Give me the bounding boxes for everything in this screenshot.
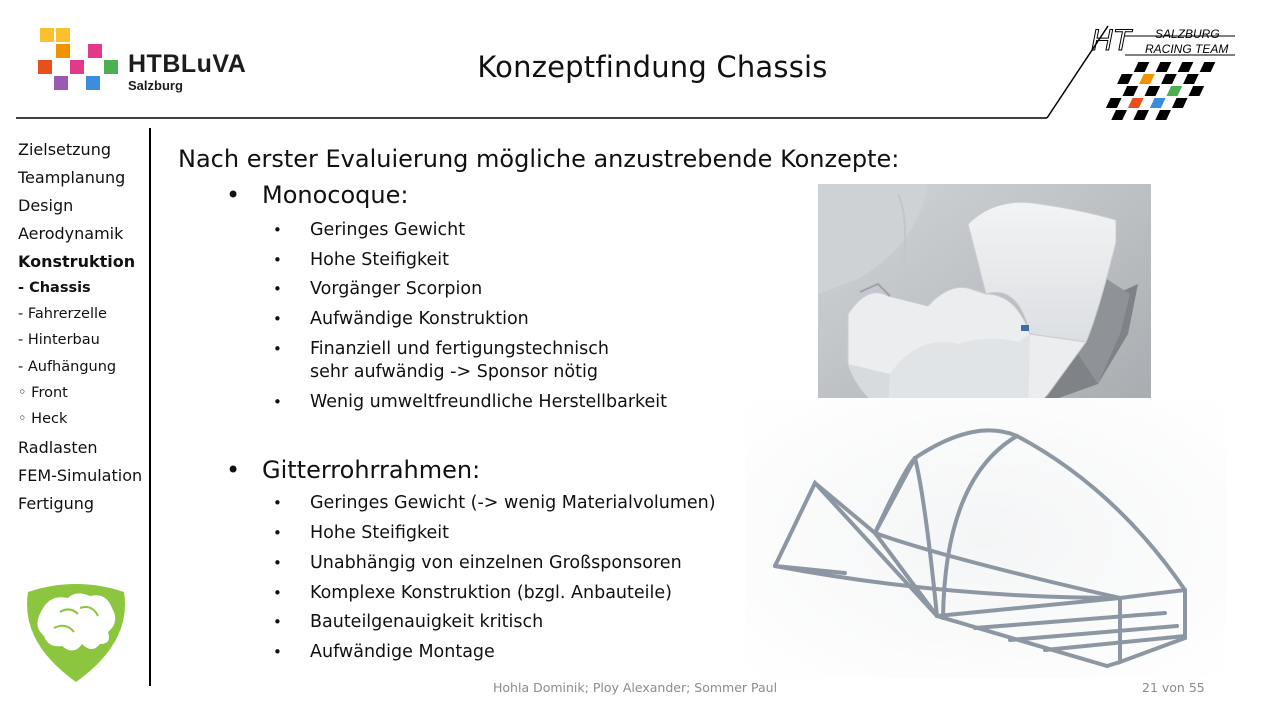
list-item-text: Unabhängig von einzelnen Großsponsoren [310,553,682,573]
sidebar-item-fem-simulation[interactable]: FEM-Simulation [18,466,143,485]
list-item-text: sehr aufwändig -> Sponsor nötig [310,362,598,382]
bullet: • [273,524,282,542]
checkered-flag-icon [1100,62,1215,120]
sidebar-item-aufhaengung[interactable]: - Aufhängung [18,359,117,375]
list-item-text: Aufwändige Konstruktion [310,309,529,329]
page-number: 21 von 55 [1142,680,1205,695]
team-logo-mark: HT [1091,24,1131,57]
bullet: • [226,456,241,484]
list-item-text: Hohe Steifigkeit [310,523,450,543]
bullet: • [273,251,282,269]
bullet: • [273,643,282,661]
htbluva-logo-mark [38,28,118,92]
bullet: • [273,494,282,512]
team-logo-line2: RACING TEAM [1145,42,1229,56]
bullet: • [273,613,282,631]
list-item-text: Finanziell und fertigungstechnisch [310,339,610,359]
sidebar-item-front[interactable]: ◦ Front [18,385,68,401]
htbluva-logo-city: Salzburg [128,78,183,93]
concept-title: Monocoque: [262,181,409,209]
sidebar-item-teamplanung[interactable]: Teamplanung [18,168,126,187]
sidebar-divider [149,128,151,686]
tube-frame-render-image [745,398,1227,678]
list-item-text: Bauteilgenauigkeit kritisch [310,612,544,632]
sidebar-item-fahrerzelle[interactable]: - Fahrerzelle [18,306,107,322]
sidebar-item-fertigung[interactable]: Fertigung [18,494,95,513]
bullet: • [226,181,241,209]
sidebar-item-design[interactable]: Design [18,196,74,215]
bullet: • [273,393,282,411]
team-logo-line1: SALZBURG [1155,27,1220,41]
list-item-text: Vorgänger Scorpion [310,279,483,299]
sidebar-item-radlasten[interactable]: Radlasten [18,438,98,457]
monocoque-render-image [818,184,1151,421]
bullet: • [273,340,282,358]
bullet: • [273,584,282,602]
sidebar-item-heck[interactable]: ◦ Heck [18,411,68,427]
bullet: • [273,554,282,572]
content-heading: Nach erster Evaluierung mögliche anzustrebende Konzepte: [178,145,900,173]
sidebar-item-chassis[interactable]: - Chassis [18,280,91,296]
concept-title: Gitterrohrrahmen: [262,456,481,484]
sidebar-item-hinterbau[interactable]: - Hinterbau [18,332,100,348]
list-item-text: Hohe Steifigkeit [310,250,450,270]
htbluva-logo [38,28,253,96]
sidebar-item-aerodynamik[interactable]: Aerodynamik [18,224,124,243]
sidebar-item-konstruktion[interactable]: Konstruktion [18,252,136,271]
sidebar-item-zielsetzung[interactable]: Zielsetzung [18,140,111,159]
bullet: • [273,280,282,298]
list-item-text: Wenig umweltfreundliche Herstellbarkeit [310,392,668,412]
team-emblem-logo [20,582,132,684]
bullet: • [273,310,282,328]
footer-authors: Hohla Dominik; Ploy Alexander; Sommer Paul [493,680,778,695]
htbluva-logo-name: HTBLuVA [128,50,247,78]
list-item-text: Aufwändige Montage [310,642,495,662]
salzburg-racing-team-logo [1085,22,1245,128]
list-item-text: Geringes Gewicht [310,220,466,240]
slide-title: Konzeptfindung Chassis [477,50,828,84]
bullet: • [273,221,282,239]
list-item-text: Komplexe Konstruktion (bzgl. Anbauteile) [310,583,672,603]
list-item-text: Geringes Gewicht (-> wenig Materialvolumen) [310,493,716,513]
